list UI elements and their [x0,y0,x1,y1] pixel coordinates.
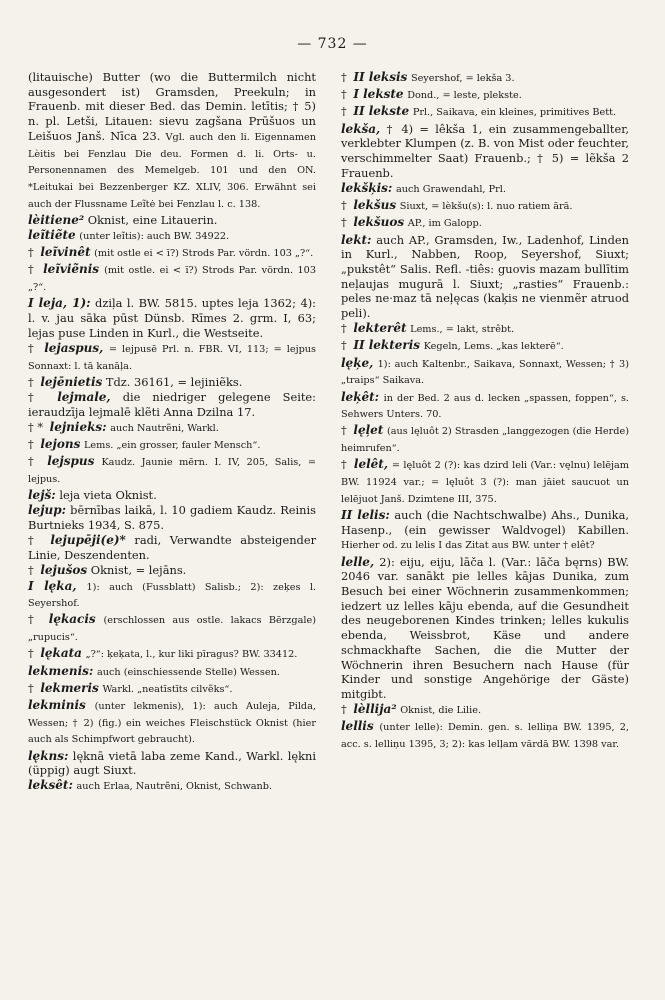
dictionary-entry [28,213,316,228]
dictionary-entry [28,420,316,437]
entry-text: auch AP., Gramsden, Iw., Ladenhof, Linden in Kurl., Nabben, Roop, Seyershof, Siuxt; „pukstêt“ Salis. Refl. -tiês: guovis mazam bullītim neļaujas mugurā l. Siuxt; „rasties“ Frauenb.: peles ne·maz tā neļęcas (kaķis ne vienmẽr atruod peli). [341,232,629,321]
entry-dagger: † * [28,419,44,434]
entry-lemma: lèitiene² [28,212,85,227]
dictionary-entry [341,181,629,198]
dictionary-entry [28,390,316,419]
dictionary-entry [28,503,316,532]
dictionary-entry [341,457,629,507]
dictionary-entry [341,508,629,554]
entry-dagger: † [28,262,36,277]
dictionary-entry [341,356,629,389]
entry-dagger: † [341,70,347,84]
dictionary-entry [341,104,629,121]
entry-lemma: lekminis [28,697,86,712]
entry-text: leja vieta Oknist. [59,488,157,503]
entry-small: Kaudz. Jaunie mērn. I. IV, 205, Salis, = lejpus. [28,457,316,486]
entry-text: Oknist, = lejāns. [90,563,187,578]
dictionary-entry [341,198,629,215]
entry-small: (mit ostle ei < ī?) Strods Par. vördn. 103 „?“. [94,248,314,260]
dictionary-entry [28,612,316,645]
entry-text: 2): eiju, eiju, lāča l. (Var.: lāča bęrns) BW. 2046 var. sanākt pie lelles kājas Dunika, zum Besuch bei einer Wöchnerin zusammenkommen; iedzert uz lelles kāju ebenda, auf die Gesundheit des neugeborenen Kindes trinken; lelles kukulis ebenda, Weissbrot, Käse und andere schmackhafte Sachen, die die Mutter der Wöchnerin ihren Besuchern nach Hause (für Kinder und sonstige Angehörige der Gäste) mitgibt. [341,554,629,701]
entry-small: (erschlossen aus ostle. lakacs Bērzgale) „rupucis“. [28,615,317,644]
entry-dagger: † [28,437,34,452]
entry-lemma: lelle, [341,554,375,569]
entry-dagger: † [28,612,38,627]
dictionary-entry [341,338,629,355]
dictionary-entry [28,488,316,503]
entry-lemma: II lekste [353,104,410,119]
dictionary-entry [28,70,316,212]
entry-small: (unter leĩtis): auch BW. 34922. [79,231,230,243]
dictionary-entry [28,245,316,262]
entry-lemma: lejušos [40,563,88,578]
page-number: — 732 — [297,36,368,52]
entry-lemma: leĩviẽnis [43,262,100,277]
entry-text: Oknist, eine Litauerin. [87,212,218,227]
dictionary-entry [28,454,316,487]
dictionary-entry [28,664,316,681]
entry-small: = lęluôt 2 (?): kas dzird leli (Var.: vęlnu) lelējam BW. 11924 var.; = lęluôt 3 (?): man jāiet saucuot un lelējuot Janš. Dzimtene III, 375. [341,460,629,505]
dictionary-entry [341,233,629,321]
dictionary-entry [28,579,316,612]
entry-dagger: † [28,646,34,661]
entry-small: Siuxt, = lèkšu(s): l. nuo ratiem ārā. [399,201,573,213]
entry-lemma: I lekste [353,87,404,102]
entry-dagger: † [28,454,38,469]
entry-lemma: lekša, [341,121,381,136]
right-column [341,70,629,753]
entry-lemma: lellis [341,719,374,734]
entry-lemma: lekmeris [40,680,99,695]
left-column [28,70,316,796]
dictionary-entry [28,437,316,454]
entry-lemma: lelêt, [353,457,388,472]
dictionary-entry [28,563,316,578]
entry-lemma: lęķe, [341,355,374,370]
entry-lemma: lękacis [48,612,96,627]
entry-dagger: † [28,680,34,695]
entry-lemma: leksêt: [28,778,73,793]
entry-small: auch Nautrẽni, Warkl. [110,422,219,434]
entry-small: (unter lekmenis), 1): auch Auleja, Pilda, Wessen; † 2) (fig.) ein weiches Fleischstück Oknist (hier auch als Schimpfwort gebraucht). [28,700,316,746]
dictionary-entry [341,87,629,104]
entry-small: Kegeln, Lems. „kas lekterē“. [423,341,564,353]
entry-lemma: lękata [40,646,82,661]
entry-text: radi, Verwandte absteigender Linie, Deszendenten. [28,533,317,563]
dictionary-entry [341,70,629,87]
dictionary-entry [341,702,629,719]
entry-dagger: † [341,423,347,438]
dictionary-entry [28,228,316,245]
dictionary-entry [341,215,629,232]
entry-small: Oknist, die Lilie. [400,705,482,717]
entry-text: dziļa l. BW. 5815. uptes leja 1362; 4): l. v. jau sāka pūst Dünsb. Rīmes 2. grm. I, 63; lejas puse Linden in Kurl., die Westseite. [28,296,316,340]
entry-small: = lejpusē Prl. n. FBR. VI, 113; = lejpus Sonnaxt: l. tā kanāļa. [28,343,316,372]
entry-dagger: † [341,338,347,353]
entry-lemma: lejupēji(e)* [50,533,126,548]
entry-dagger: † [28,245,34,260]
entry-lemma: lejnieks: [49,419,107,434]
entry-small: Seyershof, = lekša 3. [410,73,515,84]
entry-lemma: lekmenis: [28,663,94,678]
entry-lemma: lèllija² [353,702,397,717]
dictionary-entry [28,262,316,295]
entry-lemma: II leksis [353,70,408,84]
entry-lemma: I lęka, [28,578,77,593]
entry-small: auch (einschiessende Stelle) Wessen. [96,666,280,678]
entry-lemma: II lekteris [353,338,421,353]
entry-small: Vgl. auch den li. Eigennamen Lèitis bei Fenzlau Die deu. Formen d. li. Orts- u. Personennamen des Memelgeb. 101 und den ON. *Leitukai bei Bezzenberger KZ. XLIV, 306. Erwähnt sei auch der Flussname Leĩtė bei Fenzlau l. c. 138. [28,131,316,210]
entry-lemma: lekšķis: [341,180,393,195]
entry-small: Lems., = lakt, strêbt. [410,324,515,336]
entry-lemma: lekt: [341,232,372,247]
entry-text: Tdz. 36161, = lejiniẽks. [105,374,243,389]
entry-text: (litauische) Butter (wo die Buttermilch nicht ausgesondert ist) Gramsden, Preekuln; in Frauenb. mit dieser Bed. das Demin. letītis; † 5) n. pl. Letši, Litauen: sievu zagšana Prūšuos un Leišuos Janš. Nīca 23. [28,70,316,143]
entry-small: (aus lęluôt 2) Strasden „langgezogen (die Herde) heimrufen“. [341,426,630,455]
entry-dagger: † [341,321,347,336]
entry-lemma: lejš: [28,488,56,503]
entry-small: auch Grawendahl, Prl. [395,183,506,195]
dictionary-entry [341,321,629,338]
entry-lemma: lejspus [47,454,95,469]
entry-small: auch Erlaa, Nautrẽni, Oknist, Schwanb. [76,781,273,793]
entry-lemma: lejēnietis [40,374,103,389]
dictionary-entry [28,375,316,390]
dictionary-entry [341,390,629,423]
entry-lemma: lejup: [28,503,67,518]
entry-dagger: † [28,340,36,355]
entry-lemma: leĩtiẽte [28,228,76,243]
entry-dagger: † [28,374,34,389]
entry-lemma: lękns: [28,748,69,763]
entry-small: in der Bed. 2 aus d. lecken „spassen, foppen“, s. Sehwers Unters. 70. [341,392,630,421]
entry-dagger: † [28,390,43,405]
dictionary-entry [28,778,316,795]
entry-text: die niedriger gelegene Seite: ieraudzīja lejmalē klẽti Anna Dzilna 17. [28,390,317,419]
entry-small: 1): auch Kaltenbr., Saikava, Sonnaxt, Wessen; † 3) „traips“ Saikava. [341,358,629,387]
dictionary-entry [28,646,316,663]
entry-lemma: lejons [40,437,81,452]
dictionary-entry [28,698,316,748]
dictionary-entry [28,681,316,698]
dictionary-entry [28,749,316,778]
entry-dagger: † [341,457,347,472]
entry-small: AP., im Galopp. [407,218,482,230]
entry-lemma: lekšuos [353,215,405,230]
dictionary-entry [341,555,629,702]
entry-lemma: lekterêt [353,321,407,336]
dictionary-entry [28,341,316,374]
entry-text: bērnības laikā, l. 10 gadiem Kaudz. Reinis Burtnieks 1934, S. 875. [28,503,317,533]
entry-dagger: † [341,215,347,230]
entry-small: Lems. „ein grosser, fauler Mensch“. [83,440,261,452]
entry-small: „?“: ķeķata, l., kur liki pīragus? BW. 33412. [85,649,298,661]
entry-small: (unter lelle): Demin. gen. s. lelliņa BW. 1395, 2, acc. s. lelliņu 1395, 3; 2): kas lelļam vārdā BW. 1398 var. [341,722,629,751]
dictionary-entry [28,533,316,562]
entry-small: Dond., = leste, plekste. [407,90,522,102]
entry-lemma: lejmale, [57,390,111,405]
entry-text: lęknā vietā laba zeme Kand., Warkl. lękni (üppig) augt Siuxt. [28,748,316,778]
entry-small: Prl., Saikava, ein kleines, primitives Bett. [412,107,617,119]
entry-small: 1): auch (Fussblatt) Salisb.; 2): zeķes l. Seyershof. [28,581,316,610]
entry-lemma: II lelis: [341,507,390,522]
entry-small: Warkl. „neatīstīts cilvẽks“. [102,683,233,695]
entry-dagger: † [341,702,347,717]
entry-small: (mit ostle. ei < ī?) Strods Par. vördn. 103 „?“. [28,265,317,294]
entry-dagger: † [28,563,34,578]
entry-text: † 4) = lêkša 1, ein zusammengeballter, verklebter Klumpen (z. B. von Mist oder feuchter, verschimmelter Saat) Frauenb.; † 5) = lẽkša 2 Frauenb. [341,121,630,180]
dictionary-entry [341,719,629,752]
entry-text: auch (die Nachtschwalbe) Ahs., Dunika, Hasenp., (ein gewisser Waldvogel) Kabillen. [341,507,629,537]
dictionary-entry [341,122,629,181]
entry-dagger: † [341,198,347,213]
entry-lemma: I leja, 1): [28,296,91,311]
dictionary-entry [341,423,629,456]
entry-lemma: leĩvinêt [40,245,91,260]
entry-small: Hierher od. zu lelis I das Zitat aus BW. unter † elêt? [341,540,595,552]
entry-dagger: † [341,104,347,119]
entry-dagger: † [28,533,39,548]
entry-dagger: † [341,87,347,102]
entry-lemma: leķêt: [341,389,380,404]
entry-lemma: lekšus [353,198,397,213]
entry-lemma: lejaspus, [44,340,104,355]
entry-lemma: lęļet [353,423,384,438]
dictionary-entry [28,296,316,340]
